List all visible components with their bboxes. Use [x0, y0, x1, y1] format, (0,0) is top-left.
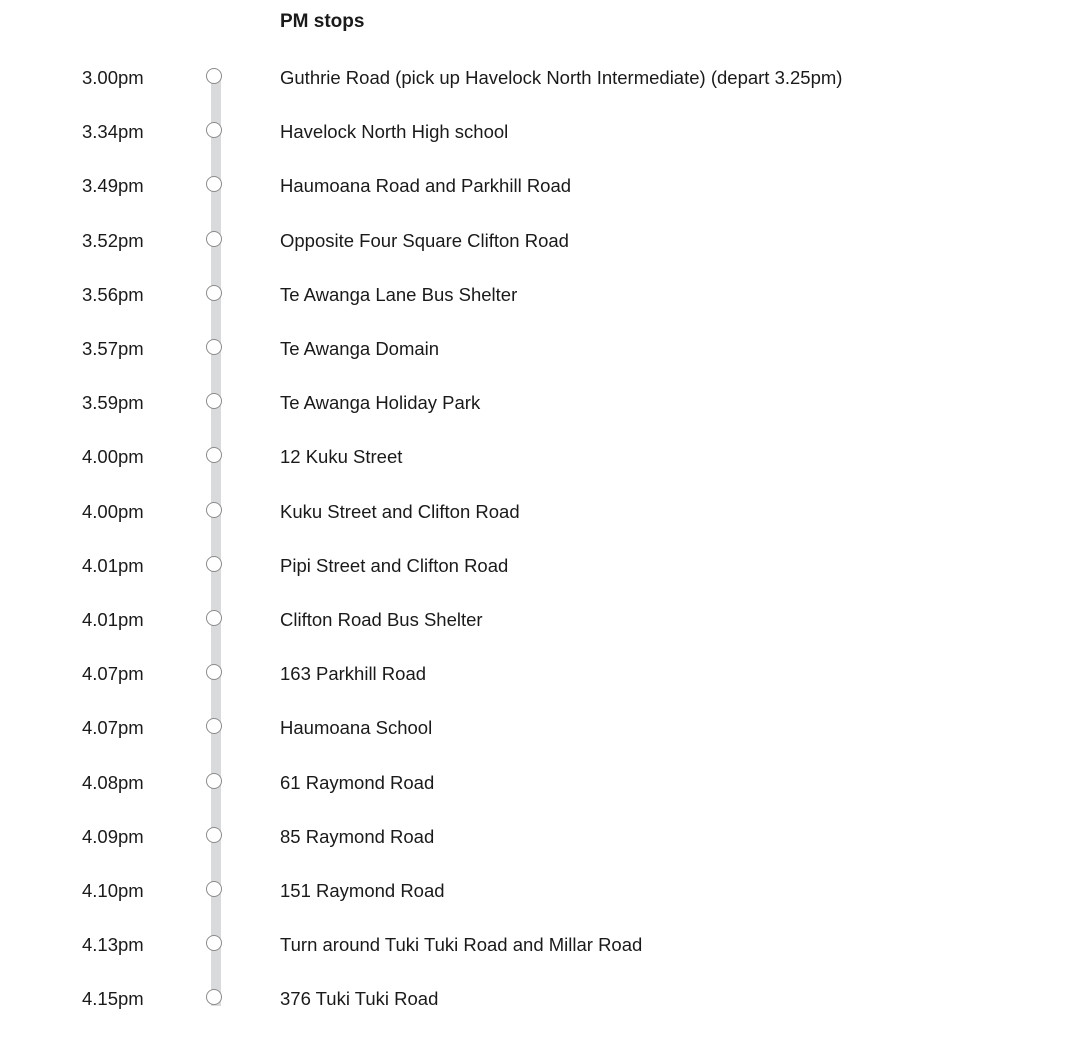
stop-name: Haumoana Road and Parkhill Road — [280, 175, 572, 196]
stop-marker-icon — [206, 393, 222, 409]
stop-marker-icon — [206, 176, 222, 192]
stop-time: 3.59pm — [82, 392, 144, 413]
stop-row — [0, 171, 1068, 201]
stop-row — [0, 659, 1068, 689]
stop-name: 376 Tuki Tuki Road — [280, 988, 439, 1009]
stop-time: 4.07pm — [82, 663, 144, 684]
stop-marker-icon — [206, 231, 222, 247]
stop-marker-icon — [206, 610, 222, 626]
stop-name: Kuku Street and Clifton Road — [280, 501, 520, 522]
stop-name: Te Awanga Domain — [280, 338, 440, 359]
stop-name: Havelock North High school — [280, 121, 509, 142]
timeline-track — [211, 76, 221, 1006]
stop-name: Te Awanga Holiday Park — [280, 392, 481, 413]
stop-time: 4.10pm — [82, 880, 144, 901]
stop-time: 4.00pm — [82, 446, 144, 467]
stop-row — [0, 605, 1068, 635]
stop-marker-icon — [206, 881, 222, 897]
stop-row — [0, 822, 1068, 852]
stop-time: 4.01pm — [82, 555, 144, 576]
stop-marker-icon — [206, 447, 222, 463]
stop-time: 4.08pm — [82, 772, 144, 793]
stop-name: 163 Parkhill Road — [280, 663, 427, 684]
stop-row — [0, 551, 1068, 581]
stop-name: Haumoana School — [280, 717, 433, 738]
stop-time: 4.13pm — [82, 934, 144, 955]
stop-time: 4.00pm — [82, 501, 144, 522]
stop-marker-icon — [206, 664, 222, 680]
stop-row — [0, 280, 1068, 310]
stop-marker-icon — [206, 285, 222, 301]
stop-row — [0, 442, 1068, 472]
stop-time: 3.57pm — [82, 338, 144, 359]
stop-marker-icon — [206, 502, 222, 518]
stop-name: Te Awanga Lane Bus Shelter — [280, 284, 518, 305]
stop-row — [0, 388, 1068, 418]
stop-time: 4.15pm — [82, 988, 144, 1009]
stop-marker-icon — [206, 718, 222, 734]
stop-name: 12 Kuku Street — [280, 446, 403, 467]
stop-name: Guthrie Road (pick up Havelock North Intermediate) (depart 3.25pm) — [280, 67, 843, 88]
stop-marker-icon — [206, 935, 222, 951]
stop-time: 4.01pm — [82, 609, 144, 630]
stop-marker-icon — [206, 339, 222, 355]
stop-name: Turn around Tuki Tuki Road and Millar Road — [280, 934, 643, 955]
stop-marker-icon — [206, 827, 222, 843]
stop-time: 3.52pm — [82, 230, 144, 251]
page-title: PM stops — [280, 11, 365, 32]
stop-name: 85 Raymond Road — [280, 826, 435, 847]
stop-marker-icon — [206, 989, 222, 1005]
stop-name: Clifton Road Bus Shelter — [280, 609, 483, 630]
stop-marker-icon — [206, 68, 222, 84]
stop-time: 4.07pm — [82, 717, 144, 738]
stop-name: Opposite Four Square Clifton Road — [280, 230, 569, 251]
stop-time: 3.34pm — [82, 121, 144, 142]
stop-time: 3.00pm — [82, 67, 144, 88]
stop-row — [0, 497, 1068, 527]
stop-row — [0, 226, 1068, 256]
stop-row — [0, 930, 1068, 960]
stop-row — [0, 984, 1068, 1014]
stop-name: Pipi Street and Clifton Road — [280, 555, 509, 576]
stop-name: 151 Raymond Road — [280, 880, 445, 901]
stop-row — [0, 876, 1068, 906]
stop-row — [0, 63, 1068, 93]
stop-time: 4.09pm — [82, 826, 144, 847]
stop-time: 3.49pm — [82, 175, 144, 196]
stop-row — [0, 713, 1068, 743]
stop-marker-icon — [206, 556, 222, 572]
stop-row — [0, 117, 1068, 147]
stop-row — [0, 768, 1068, 798]
stop-time: 3.56pm — [82, 284, 144, 305]
stop-name: 61 Raymond Road — [280, 772, 435, 793]
stop-marker-icon — [206, 773, 222, 789]
stop-marker-icon — [206, 122, 222, 138]
stop-row — [0, 334, 1068, 364]
